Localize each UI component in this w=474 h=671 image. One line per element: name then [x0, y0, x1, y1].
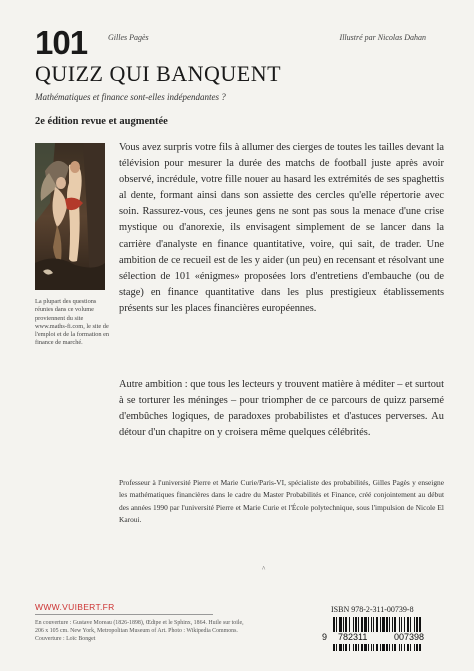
barcode-digit-group-1: 782311: [338, 632, 368, 642]
barcode-digit-prefix: 9: [322, 632, 328, 642]
isbn-number: ISBN 978-2-311-00739-8: [331, 605, 414, 614]
illustrator-credit: Illustré par Nicolas Dahan: [339, 33, 426, 42]
series-number: 101: [35, 24, 88, 61]
author-bio: Professeur à l'université Pierre et Marie Curie/Paris-VI, spécialiste des probabilités, Gilles Pagès y enseigne les mathématiques financières dans le cadre du Master Probabilités et Finance, créé conjointement au début des années 1990 par l'université Pierre et Marie Curie et l'École polytechnique, sous l'impulsion de Nicole El Karoui.: [119, 478, 444, 525]
description-paragraph-2: Autre ambition : que tous les lecteurs y trouvent matière à méditer – et surtout à se torturer les méninges – pour triompher de ce parcours de quizz parsemé d'embûches logiques, de paradoxes probabilistes et d'astuces perverses. Au détour d'un chapitre on y croisera même quelques célébrités.: [119, 379, 444, 439]
barcode-digits: [321, 632, 449, 644]
book-subtitle: Mathématiques et finance sont-elles indépendantes ?: [35, 92, 226, 102]
cover-caption: La plupart des questions réunies dans ce volume proviennent du site www.maths-fi.com, le site de l'emploi et de la formation en finance de marché.: [35, 298, 110, 347]
footer-divider: [35, 614, 213, 615]
publisher-website-link[interactable]: WWW.VUIBERT.FR: [35, 602, 115, 612]
caret-icon: ^: [262, 565, 266, 573]
book-title: QUIZZ QUI BANQUENT: [35, 61, 282, 86]
author-name: Gilles Pagès: [108, 33, 149, 42]
description-paragraph-1: Vous avez surpris votre fils à allumer des cierges de toutes les tailles devant la télévision pour mesurer la durée des matchs de football juste après avoir observé, incrédule, votre fille nouer au hasard les extrémités de ses spaghettis al dente, formant ainsi dans son assiette des cercles qu'elle répertorie avec soin. Rassurez-vous, ces jeunes gens ne sont pas sous la menace d'une crise mystique ou d'anorexie, ils envisagent simplement de se lancer dans la carrière d'analyste en finance quantitative, voire, qui sait, de trader. Une ambition de ce recueil est de les y aider (un peu) en recensant et résolvant une sélection de 101 «énigmes» proposées lors d'entretiens d'embauche (ou de stage) en finance quantitative dans les plus prestigieux établissements présents sur les places financières européennes.: [119, 142, 444, 314]
barcode-digit-group-2: 007398: [394, 632, 425, 642]
edition-label: 2e édition revue et augmentée: [35, 116, 168, 127]
cover-credits: En couverture : Gustave Moreau (1826-1898), Œdipe et le Sphinx, 1864. Huile sur toile, 206 x 105 cm. New York, Metropolitan Museum of Art. Photo : Wikipedia Commons. Couverture : Loïc Bonget: [35, 620, 244, 642]
oedipus-sphinx-painting-image: [35, 143, 105, 290]
